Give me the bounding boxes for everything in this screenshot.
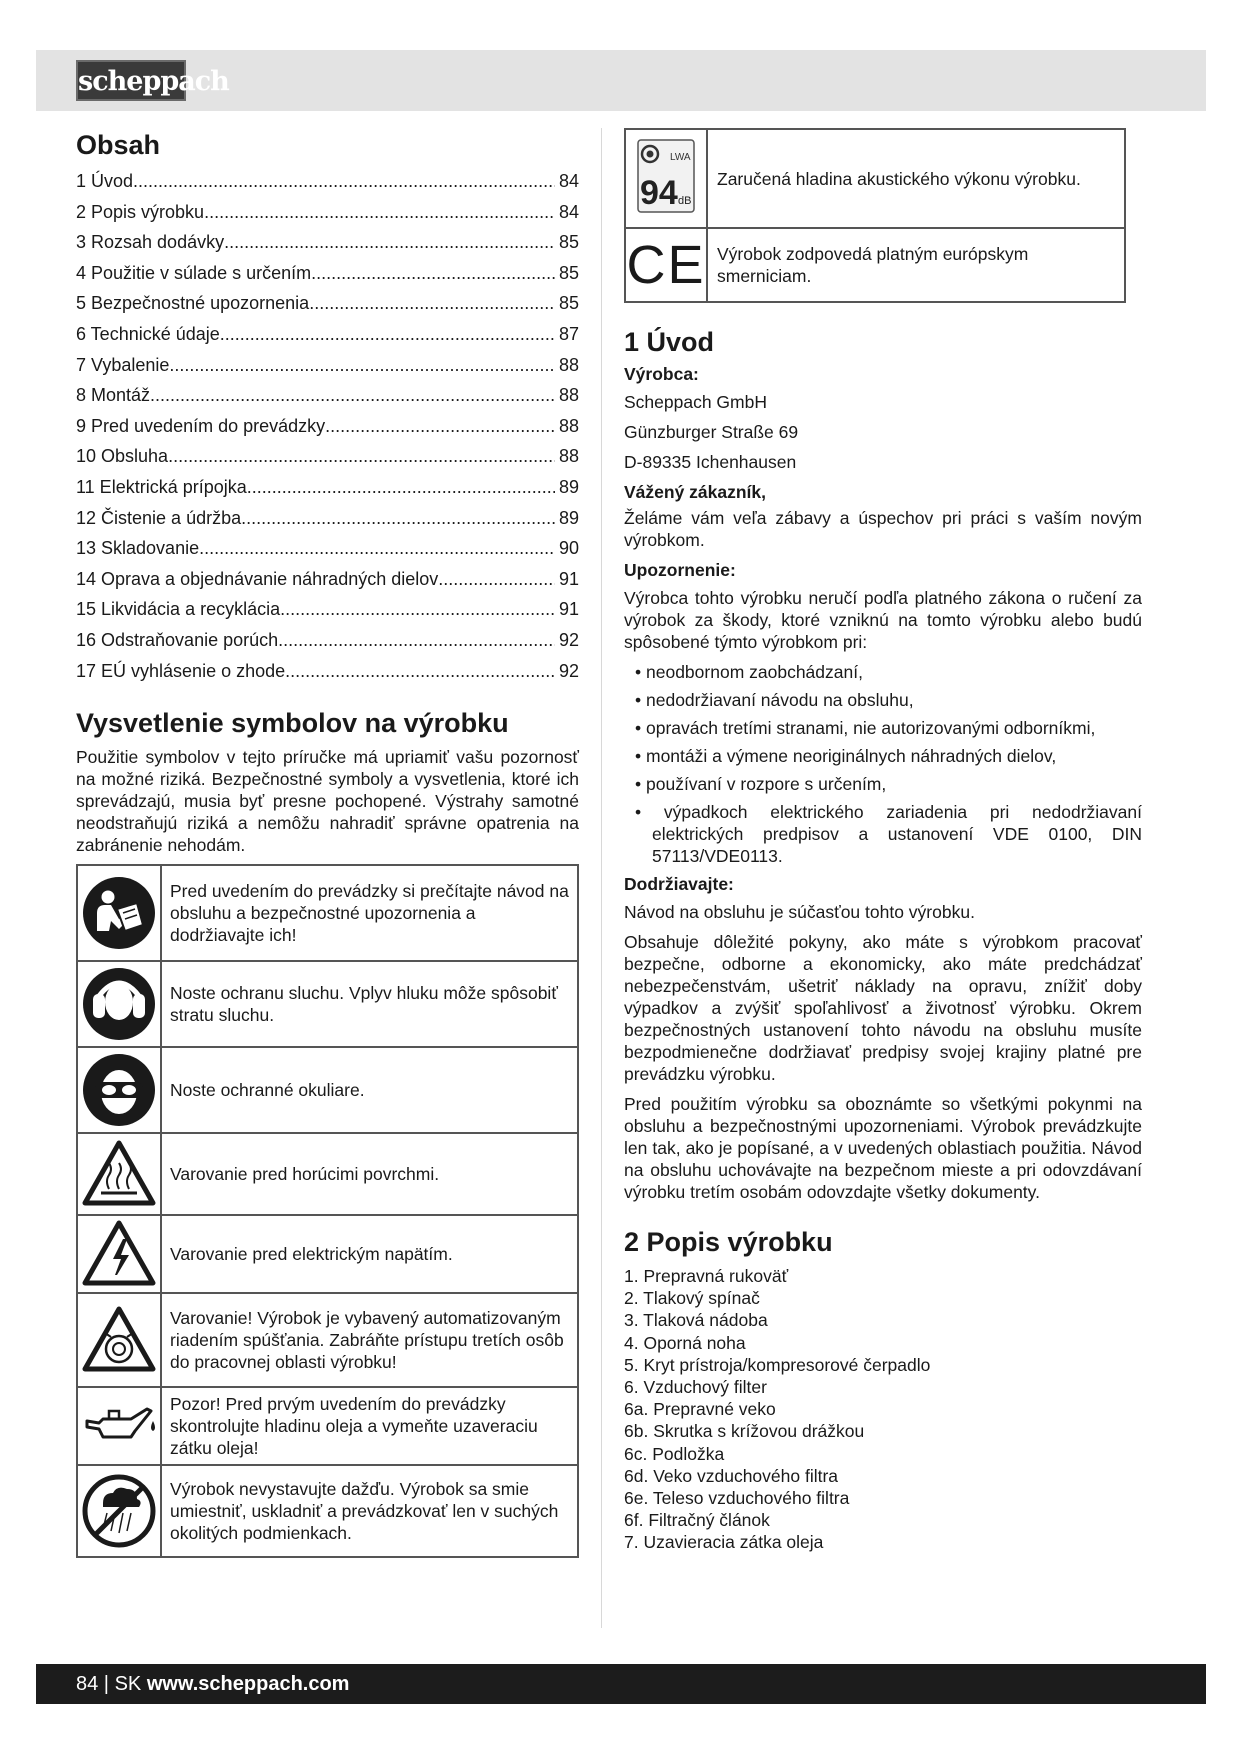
certification-table [624, 128, 1126, 303]
hot-surface-warning-icon [81, 1139, 157, 1209]
toc-item[interactable]: 6 Technické údaje ..... 87 [76, 319, 579, 350]
list-item: 6e. Teleso vzduchového filtra [624, 1488, 850, 1509]
list-item: • výpadkoch elektrického zariadenia pri nedodržiavaní elektrických predpisov a ustanovení VDE 0100, DIN 57113/VDE0113. [624, 801, 1142, 867]
symbol-text: Varovanie pred elektrickým napätím. [161, 1215, 578, 1293]
scheppach-logo: scheppach [76, 60, 186, 101]
toc-item[interactable]: 10 Obsluha ..... 88 [76, 441, 579, 472]
observe-paragraph: Pred použitím výrobku sa oboznámte so všetkými pokynmi na obsluhu a bezpečnostnými upozorneniami. Výrobok prevádzkujte len tak, ako je popísané, a v uvedených oblastiach použitia. Návod na obsluhu uchovávajte na bezpečnom mieste a pri odovzdávaní výrobku tretím osobám odovzdajte všetky dokumenty. [624, 1094, 1142, 1202]
toc-item[interactable]: 1 Úvod ..... 84 [76, 166, 579, 197]
notice-label: Upozornenie: [624, 560, 736, 580]
symbols-title: Vysvetlenie symbolov na výrobku [76, 708, 509, 739]
symbol-text: Varovanie! Výrobok je vybavený automatizovaným riadením spúšťania. Zabráňte prístupu tretích osôb do pracovnej oblasti výrobku! [161, 1293, 578, 1387]
list-item: 7. Uzavieracia zátka oleja [624, 1532, 824, 1553]
toc-item[interactable]: 4 Použitie v súlade s určením ..... 85 [76, 258, 579, 289]
svg-text:LWA: LWA [670, 152, 691, 163]
list-item: 3. Tlaková nádoba [624, 1310, 768, 1331]
table-of-contents [76, 166, 579, 686]
read-manual-icon [81, 875, 157, 951]
symbol-row [77, 1293, 578, 1387]
toc-item[interactable]: 11 Elektrická prípojka ..... 89 [76, 472, 579, 503]
list-item: 6f. Filtračný článok [624, 1510, 770, 1531]
cert-text-sound: Zaručená hladina akustického výkonu výrobku. [707, 129, 1125, 228]
header-bar [36, 50, 1206, 111]
toc-item[interactable]: 5 Bezpečnostné upozornenia ..... 85 [76, 288, 579, 319]
toc-item[interactable]: 15 Likvidácia a recyklácia ..... 91 [76, 594, 579, 625]
list-item: • montáži a výmene neoriginálnych náhradných dielov, [624, 745, 1142, 767]
list-item: 6b. Skrutka s krížovou drážkou [624, 1421, 865, 1442]
footer-text: 84 | SK www.scheppach.com [76, 1673, 350, 1695]
no-rain-icon [81, 1473, 157, 1549]
sound-power-level-icon [626, 130, 706, 222]
list-item: • opravách tretími stranami, nie autorizovanými odborníkmi, [624, 717, 1142, 739]
maker-line: Günzburger Straße 69 [624, 422, 799, 442]
list-item: 2. Tlakový spínač [624, 1288, 760, 1309]
list-item: • používaní v rozpore s určením, [624, 773, 1142, 795]
list-item: 5. Kryt prístroja/kompresorové čerpadlo [624, 1354, 931, 1375]
symbol-row [77, 1133, 578, 1215]
symbol-text: Noste ochranu sluchu. Vplyv hluku môže spôsobiť stratu sluchu. [161, 961, 578, 1047]
maker-line: D-89335 Ichenhausen [624, 452, 797, 472]
right-column [624, 128, 1142, 1554]
symbol-row [77, 865, 578, 961]
list-item: 6d. Veko vzduchového filtra [624, 1465, 839, 1486]
oil-can-icon [81, 1401, 157, 1451]
observe-paragraph: Obsahuje dôležité pokyny, ako máte s výrobkom pracovať bezpečne, odborne a ekonomicky, ako máte predchádzať nebezpečenstvám, ušetriť náklady na opravu, znížiť doby výpadkov a zvýšiť spoľahlivosť a životnosť výrobku. Okrem bezpečnostných ustanovení tohto návodu na obsluhu musíte bezpodmienečne dodržiavať predpisy svojej krajiny platné pre prevádzku výrobku. [624, 932, 1142, 1084]
electric-voltage-warning-icon [81, 1219, 157, 1289]
symbol-text: Noste ochranné okuliare. [161, 1047, 578, 1133]
footer-page: 84 [76, 1673, 99, 1695]
maker-label: Výrobca: [624, 364, 699, 384]
toc-item[interactable]: 13 Skladovanie ..... 90 [76, 533, 579, 564]
list-item: 4. Oporná noha [624, 1332, 746, 1353]
svg-text:94: 94 [640, 174, 678, 212]
footer-url[interactable]: www.scheppach.com [146, 1673, 350, 1695]
toc-title: Obsah [76, 130, 161, 160]
symbol-row [77, 1387, 578, 1465]
list-item: 6a. Prepravné veko [624, 1399, 776, 1420]
automatic-start-warning-icon [81, 1305, 157, 1375]
symbol-row [77, 1465, 578, 1557]
intro-title: 1 Úvod [624, 327, 715, 357]
notice-bullets [624, 661, 1142, 867]
symbol-row [77, 1215, 578, 1293]
toc-item[interactable]: 7 Vybalenie ..... 88 [76, 350, 579, 381]
symbol-text: Pozor! Pred prvým uvedením do prevádzky skontrolujte hladinu oleja a vymeňte uzaveraciu zátku oleja! [161, 1387, 578, 1465]
symbol-row [77, 1047, 578, 1133]
cert-row-sound [625, 129, 1125, 228]
symbol-text: Varovanie pred horúcimi povrchmi. [161, 1133, 578, 1215]
list-item: 1. Prepravná rukoväť [624, 1266, 789, 1286]
cert-row-ce [625, 228, 1125, 302]
parts-list [624, 1265, 1142, 1554]
safety-goggles-icon [81, 1052, 157, 1128]
list-item: 6c. Podložka [624, 1443, 725, 1464]
list-item: • neodbornom zaobchádzaní, [624, 661, 1142, 683]
toc-item[interactable]: 12 Čistenie a údržba ..... 89 [76, 503, 579, 534]
toc-item[interactable]: 16 Odstraňovanie porúch ..... 92 [76, 625, 579, 656]
footer-lang: SK [114, 1673, 142, 1695]
ce-mark-icon: CE [626, 235, 706, 295]
ear-protection-icon [81, 966, 157, 1042]
maker-line: Scheppach GmbH [624, 392, 767, 412]
symbol-text: Pred uvedením do prevádzky si prečítajte návod na obsluhu a bezpečnostné upozornenia a dodržiavajte ich! [161, 865, 578, 961]
customer-label: Vážený zákazník, [624, 482, 767, 502]
symbols-intro: Použitie symbolov v tejto príručke má upriamiť vašu pozornosť na možné riziká. Bezpečnostné symboly a vysvetlenia, ktoré ich sprevádzajú, musia byť presne pochopené. Výstrahy samotné neodstraňujú riziká a nemôžu nahradiť správne opatrenia na zabránenie nehodám. [76, 747, 579, 856]
toc-item[interactable]: 8 Montáž ..... 88 [76, 380, 579, 411]
description-title: 2 Popis výrobku [624, 1227, 833, 1257]
customer-text: Želáme vám veľa zábavy a úspechov pri práci s vaším novým výrobkom. [624, 508, 1142, 550]
symbol-text: Výrobok nevystavujte dažďu. Výrobok sa smie umiestniť, uskladniť a prevádzkovať len v suchých okolitých podmienkach. [161, 1465, 578, 1557]
svg-text:dB: dB [678, 195, 692, 207]
observe-label: Dodržiavajte: [624, 874, 734, 894]
symbol-row [77, 961, 578, 1047]
toc-item[interactable]: 14 Oprava a objednávanie náhradných dielov ..... 91 [76, 564, 579, 595]
footer-bar [36, 1664, 1206, 1704]
observe-paragraph: Návod na obsluhu je súčasťou tohto výrobku. [624, 902, 975, 922]
column-divider [601, 128, 602, 1628]
left-column [76, 128, 579, 1558]
toc-item[interactable]: 3 Rozsah dodávky ..... 85 [76, 227, 579, 258]
list-item: • nedodržiavaní návodu na obsluhu, [624, 689, 1142, 711]
toc-item[interactable]: 9 Pred uvedením do prevádzky ..... 88 [76, 411, 579, 442]
list-item: 6. Vzduchový filter [624, 1377, 767, 1398]
notice-text: Výrobca tohto výrobku neručí podľa platného zákona o ručení za výrobok za škody, ktoré vzniknú na tomto výrobku alebo budú spôsobené týmto výrobkom pri: [624, 588, 1142, 652]
toc-item[interactable]: 17 EÚ vyhlásenie o zhode ..... 92 [76, 656, 579, 687]
cert-text-ce: Výrobok zodpovedá platným európskym smerniciam. [707, 228, 1125, 302]
symbols-table [76, 864, 579, 1558]
toc-item[interactable]: 2 Popis výrobku ..... 84 [76, 197, 579, 228]
